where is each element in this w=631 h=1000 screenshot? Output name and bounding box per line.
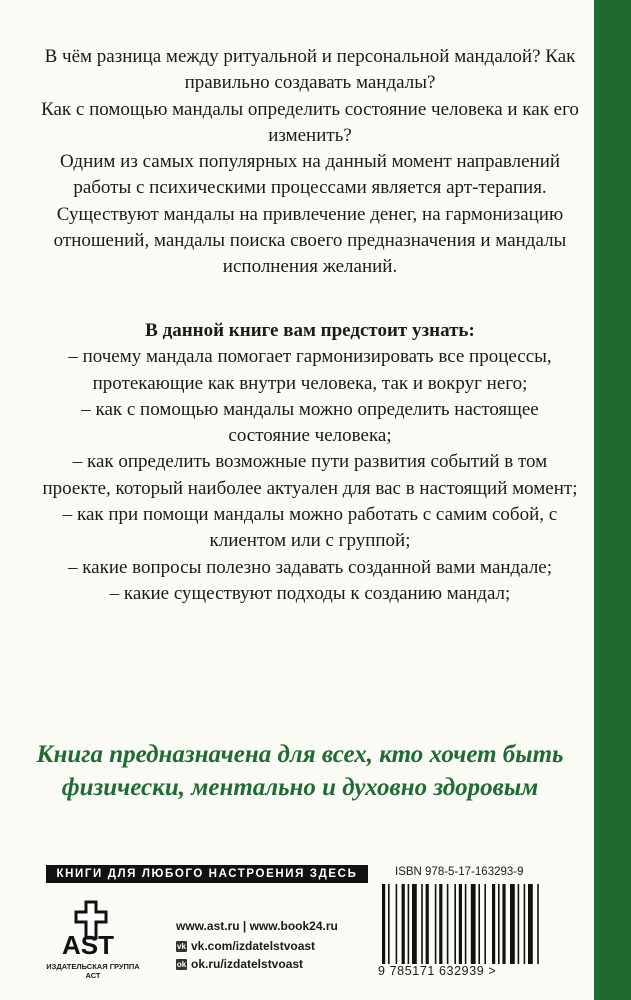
learn-heading: В данной книге вам предстоит узнать: xyxy=(145,320,475,341)
barcode-bar xyxy=(528,884,533,964)
social-link-ok[interactable] xyxy=(176,957,303,971)
barcode-bar xyxy=(465,884,467,964)
barcode-bar xyxy=(524,884,526,964)
barcode-bar xyxy=(471,884,476,964)
learn-item: – как при помощи мандалы можно работать с самим собой, с клиентом или с группой; xyxy=(62,504,558,552)
barcode-bar xyxy=(421,884,423,964)
vk-icon: vk xyxy=(177,941,186,951)
barcode-bar xyxy=(447,884,449,964)
barcode-bar xyxy=(382,884,385,964)
tagline xyxy=(20,738,580,804)
ok-icon: ok xyxy=(176,959,187,969)
barcode-bar xyxy=(459,884,462,964)
barcode-bar xyxy=(412,884,417,964)
intro-paragraph-2: Как с помощью мандалы определить состояние человека и как его изменить? xyxy=(41,98,579,146)
barcode xyxy=(378,884,570,964)
tagline-text: Книга предназначена для всех, кто хочет быть физически, ментально и духовно здоровым xyxy=(36,741,564,801)
ast-logo-icon xyxy=(56,894,126,958)
learn-item: – какие существуют подходы к созданию мандал; xyxy=(109,582,511,604)
publisher-name: ИЗДАТЕЛЬСКАЯ ГРУППА АСТ xyxy=(46,962,140,980)
barcode-bar xyxy=(492,884,495,964)
barcode-bar xyxy=(484,884,486,964)
barcode-bar xyxy=(454,884,456,964)
barcode-bar xyxy=(396,884,398,964)
logo-lettering: AST xyxy=(62,930,114,958)
learn-item: – какие вопросы полезно задавать созданной вами мандале; xyxy=(67,556,553,578)
barcode-digits: 9 785171 632939 > xyxy=(378,964,497,978)
learn-item: – как определить возможные пути развития событий в том проекте, который наиболее актуален для вас в настоящий момент; xyxy=(42,451,578,499)
barcode-bar xyxy=(478,884,480,964)
barcode-bar xyxy=(518,884,520,964)
isbn: ISBN 978-5-17-163293-9 xyxy=(395,866,524,878)
social-link-text: ok.ru/izdatelstvoast xyxy=(191,957,304,971)
social-link-text: vk.com/izdatelstvoast xyxy=(191,939,316,953)
intro-text xyxy=(40,44,580,281)
barcode-bar xyxy=(537,884,539,964)
barcode-bar xyxy=(498,884,500,964)
barcode-bar xyxy=(502,884,505,964)
site-links[interactable]: www.ast.ru | www.book24.ru xyxy=(176,919,338,933)
social-link-vk[interactable] xyxy=(176,939,315,953)
barcode-bar xyxy=(510,884,515,964)
intro-paragraph-1: В чём разница между ритуальной и персональной мандалой? Как правильно создавать мандалы? xyxy=(44,46,576,94)
learn-item: – как с помощью мандалы можно определить настоящее состояние человека; xyxy=(81,398,539,447)
learn-item: – почему мандала помогает гармонизировать все процессы, протекающие как внутри человека, так и вокруг него; xyxy=(68,346,552,394)
learn-section xyxy=(40,318,580,607)
barcode-bar xyxy=(426,884,429,964)
barcode-bar xyxy=(439,884,442,964)
spine-stripe xyxy=(594,0,631,1000)
barcode-bar xyxy=(402,884,405,964)
barcode-bar xyxy=(408,884,410,964)
barcode-bar xyxy=(435,884,437,964)
barcode-bar xyxy=(388,884,390,964)
intro-paragraph-3: Одним из самых популярных на данный момент направлений работы с психическими процессами является арт-терапия. Существуют мандалы на привлечение денег, на гармонизацию отношений, мандалы поиска своего предназначения и мандалы исполнения желаний. xyxy=(53,151,567,278)
banner: КНИГИ ДЛЯ ЛЮБОГО НАСТРОЕНИЯ ЗДЕСЬ xyxy=(46,865,368,883)
